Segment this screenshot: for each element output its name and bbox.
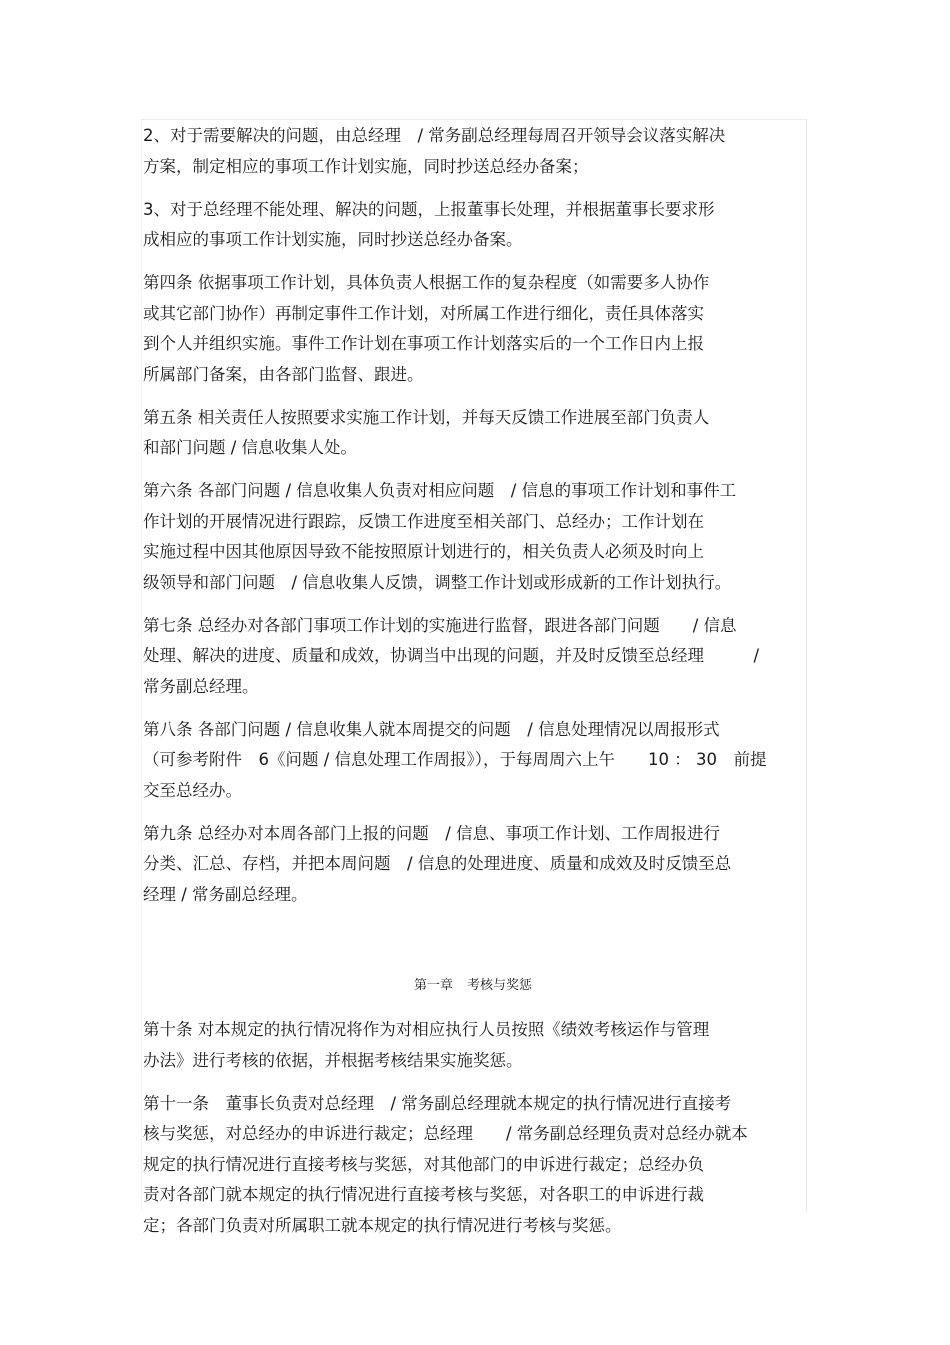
paragraph-line: 第九条 总经办对本周各部门上报的问题 / 信息、事项工作计划、工作周报进行	[143, 823, 721, 843]
paragraph-item-3	[143, 195, 803, 256]
paragraph-line: 第六条 各部门问题 / 信息收集人负责对相应问题 / 信息的事项工作计划和事件工	[143, 481, 737, 500]
paragraph-line: 实施过程中因其他原因导致不能按照原计划进行的，相关负责人必须及时向上	[143, 542, 704, 561]
paragraph-line: 经理 / 常务副总经理。	[143, 884, 308, 904]
paragraph-line: 所属部门备案，由各部门监督、跟进。	[143, 364, 424, 384]
paragraph-article-6	[143, 476, 803, 598]
document-body	[143, 121, 803, 1254]
paragraph-article-5	[143, 403, 803, 464]
paragraph-article-10	[143, 1015, 803, 1076]
section-top-articles	[143, 121, 803, 910]
paragraph-line: （可参考附件 6《问题 / 信息处理工作周报》），于每周周六上午 10 ： 30 前提	[143, 750, 767, 769]
paragraph-line: 常务副总经理。	[143, 676, 259, 696]
paragraph-line: 规定的执行情况进行直接考核与奖惩，对其他部门的申诉进行裁定；总经办负	[143, 1154, 704, 1174]
paragraph-line: 第四条 依据事项工作计划，具体负责人根据工作的复杂程度（如需要多人协作	[143, 273, 710, 292]
paragraph-line: 到个人并组织实施。事件工作计划在事项工作计划落实后的一个工作日内上报	[143, 334, 704, 353]
paragraph-line: 作计划的开展情况进行跟踪，反馈工作进度至相关部门、总经办；工作计划在	[143, 511, 704, 531]
paragraph-article-4	[143, 268, 803, 390]
paragraph-article-11	[143, 1089, 803, 1242]
paragraph-line: 交至总经办。	[143, 780, 242, 800]
paragraph-line: 和部门问题 / 信息收集人处。	[143, 438, 358, 457]
paragraph-line: 3、对于总经理不能处理、解决的问题，上报董事长处理，并根据董事长要求形	[143, 199, 715, 219]
paragraph-line: 或其它部门协作）再制定事件工作计划，对所属工作进行细化，责任具体落实	[143, 303, 704, 323]
chapter-title: 考核与奖惩	[467, 978, 533, 993]
paragraph-line: 核与奖惩，对总经办的申诉进行裁定；总经理 / 常务副总经理负责对总经办就本	[143, 1124, 748, 1143]
section-bottom-articles	[143, 1015, 803, 1241]
paragraph-line: 第十条 对本规定的执行情况将作为对相应执行人员按照《绩效考核运作与管理	[143, 1020, 710, 1039]
paragraph-line: 办法》进行考核的依据，并根据考核结果实施奖惩。	[143, 1050, 523, 1070]
paragraph-line: 责对各部门就本规定的执行情况进行直接考核与奖惩，对各职工的申诉进行裁	[143, 1185, 704, 1204]
paragraph-line: 方案，制定相应的事项工作计划实施，同时抄送总经办备案；	[143, 156, 589, 176]
paragraph-item-2	[143, 121, 803, 182]
paragraph-line: 2、对于需要解决的问题，由总经理 / 常务副总经理每周召开领导会议落实解决	[143, 126, 726, 145]
paragraph-line: 第七条 总经办对各部门事项工作计划的实施进行监督，跟进各部门问题 / 信息	[143, 615, 737, 635]
paragraph-article-8	[143, 715, 803, 807]
paragraph-line: 分类、汇总、存档，并把本周问题 / 信息的处理进度、质量和成效及时反馈至总	[143, 854, 732, 873]
chapter-number: 第一章	[413, 978, 453, 993]
paragraph-line: 级领导和部门问题 / 信息收集人反馈，调整工作计划或形成新的工作计划执行。	[143, 572, 732, 592]
paragraph-line: 第五条 相关责任人按照要求实施工作计划，并每天反馈工作进展至部门负责人	[143, 407, 710, 427]
paragraph-article-9	[143, 819, 803, 911]
paragraph-line: 定；各部门负责对所属职工就本规定的执行情况进行考核与奖惩。	[143, 1215, 622, 1235]
paragraph-line: 第八条 各部门问题 / 信息收集人就本周提交的问题 / 信息处理情况以周报形式	[143, 719, 720, 739]
chapter-heading	[143, 976, 803, 996]
paragraph-line: 第十一条 董事长负责对总经理 / 常务副总经理就本规定的执行情况进行直接考	[143, 1093, 732, 1113]
paragraph-article-7	[143, 611, 803, 703]
paragraph-line: 处理、解决的进度、质量和成效，协调当中出现的问题，并及时反馈至总经理 /	[143, 646, 760, 665]
paragraph-line: 成相应的事项工作计划实施，同时抄送总经办备案。	[143, 230, 523, 249]
